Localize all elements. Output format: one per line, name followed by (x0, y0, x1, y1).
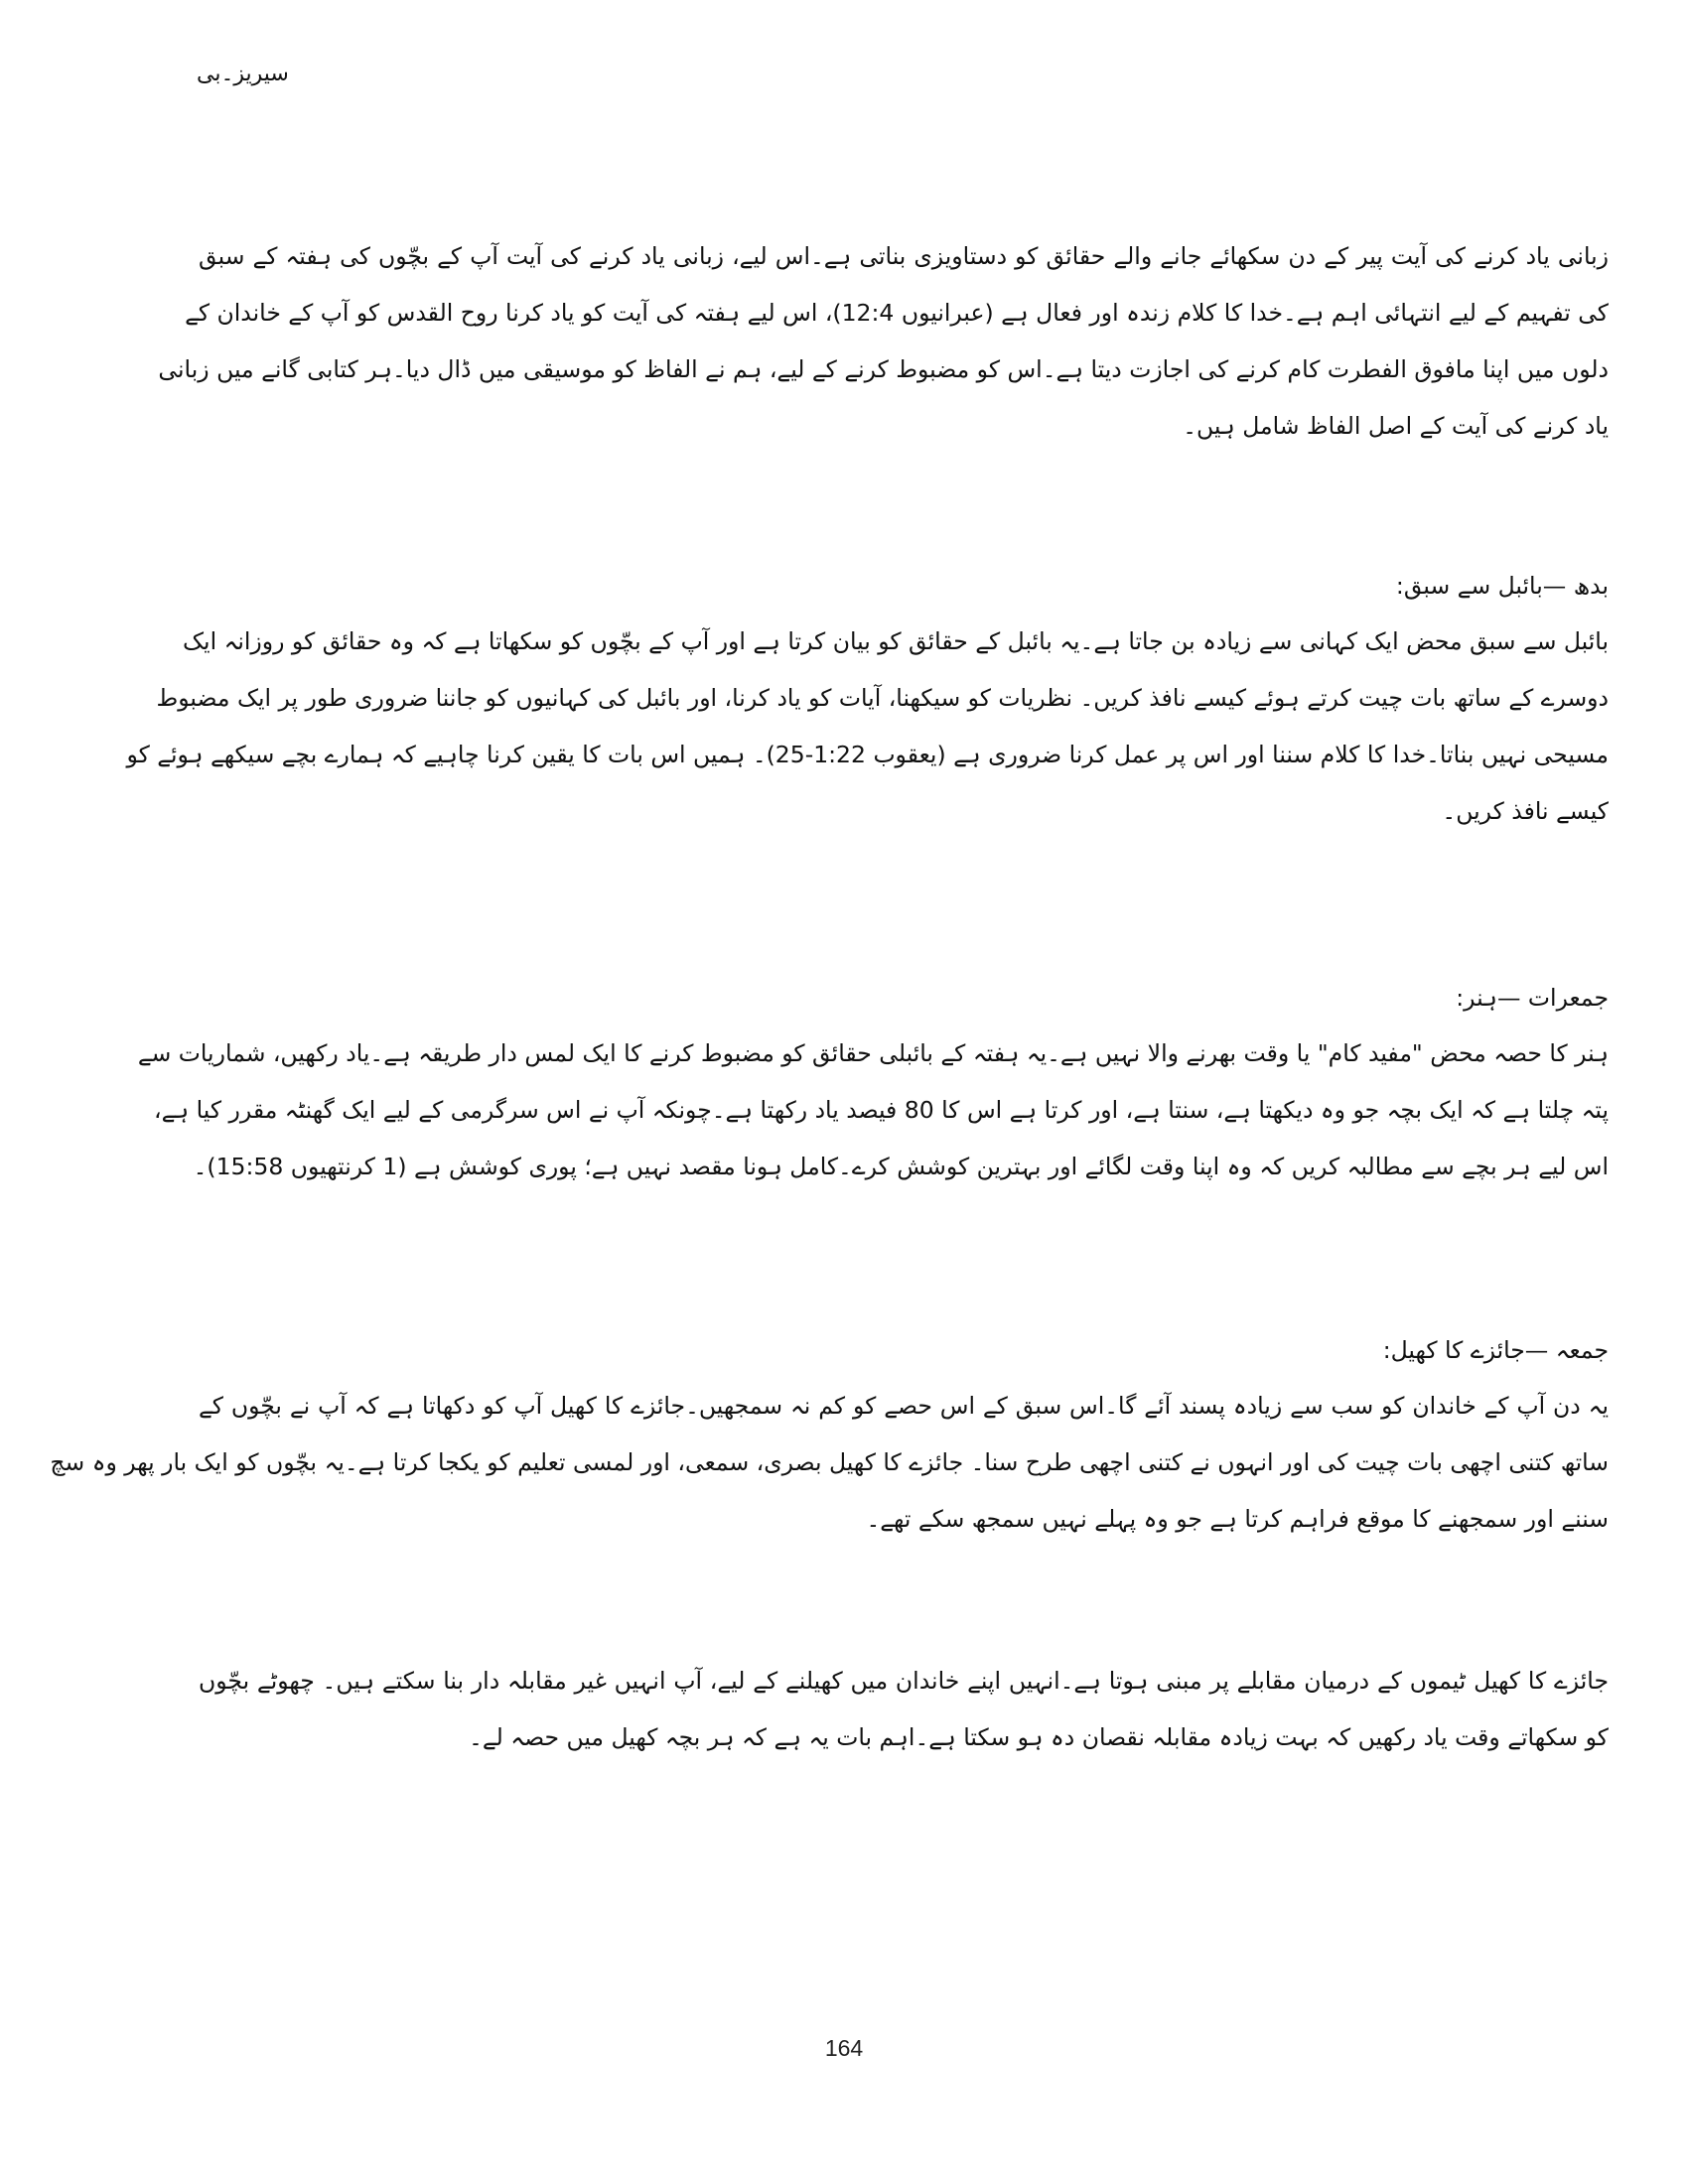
page-number: 164 (824, 2035, 864, 2061)
section-heading: بدھ —بائبل سے سبق: (1395, 572, 1609, 600)
section-thursday-body (137, 1025, 1609, 1195)
section-wednesday-body (126, 614, 1609, 840)
paragraph-line: دلوں میں اپنا مافوق الفطرت کام کرنے کی اجازت دیتا ہے۔اس کو مضبوط کرنے کے لیے، ہم نے الفاظ کو موسیقی میں ڈال دیا۔ہر کتابی گانے میں زبانی (158, 355, 1609, 383)
paragraph-line: کو سکھاتے وقت یاد رکھیں کہ بہت زیادہ مقابلہ نقصان دہ ہو سکتا ہے۔اہم بات یہ ہے کہ ہر بچہ کھیل میں حصہ لے۔ (469, 1723, 1609, 1751)
paragraph-line: اس لیے ہر بچے سے مطالبہ کریں کہ وہ اپنا وقت لگائے اور بہترین کوشش کرے۔کامل ہونا مقصد نہیں ہے؛ پوری کوشش ہے (1 کرنتھیوں 15:58)۔ (193, 1153, 1609, 1180)
paragraph-line: مسیحی نہیں بناتا۔خدا کا کلام سننا اور اس پر عمل کرنا ضروری ہے (یعقوب 1:22-25)۔ ہمیں اس بات کا یقین کرنا چاہیے کہ ہمارے بچے سیکھے ہوئے کو (126, 741, 1609, 768)
section-wednesday-heading (199, 566, 1609, 606)
paragraph-line: پتہ چلتا ہے کہ ایک بچہ جو وہ دیکھتا ہے، سنتا ہے، اور کرتا ہے اس کا 80 فیصد یاد رکھتا ہے۔چونکہ آپ نے اس سرگرمی کے لیے ایک گھنٹہ مقرر کیا ہے، (154, 1096, 1609, 1124)
paragraph-line: سننے اور سمجھنے کا موقع فراہم کرتا ہے جو وہ پہلے نہیں سمجھ سکے تھے۔ (866, 1505, 1609, 1533)
paragraph-line: زبانی یاد کرنے کی آیت پیر کے دن سکھائے جانے والے حقائق کو دستاویزی بناتی ہے۔اس لیے، زبانی یاد کرنے کی آیت آپ کے بچّوں کی ہفتہ کے سبق (199, 242, 1609, 270)
paragraph-line: یہ دن آپ کے خاندان کو سب سے زیادہ پسند آئے گا۔اس سبق کے اس حصے کو کم نہ سمجھیں۔جائزے کا کھیل آپ کو دکھاتا ہے کہ آپ نے بچّوں کے (199, 1392, 1609, 1420)
paragraph-line: یاد کرنے کی آیت کے اصل الفاظ شامل ہیں۔ (1183, 412, 1609, 440)
closing-paragraph (199, 1653, 1609, 1766)
intro-paragraph (158, 228, 1609, 455)
section-heading: جمعہ —جائزے کا کھیل: (1382, 1336, 1609, 1364)
paragraph-line: کیسے نافذ کریں۔ (1442, 797, 1609, 825)
section-friday-body (50, 1378, 1609, 1548)
paragraph-line: کی تفہیم کے لیے انتہائی اہم ہے۔خدا کا کلام زندہ اور فعال ہے (عبرانیوں 12:4)، اس لیے ہفتہ کی آیت کو یاد کرنا روح القدس کو آپ کے خاندان کے (185, 299, 1609, 327)
section-friday-heading (199, 1330, 1609, 1370)
paragraph-line: ساتھ کتنی اچھی بات چیت کی اور انہوں نے کتنی اچھی طرح سنا۔ جائزے کا کھیل بصری، سمعی، اور لمسی تعلیم کو یکجا کرتا ہے۔یہ بچّوں کو ایک بار پھر وہ سچ (50, 1448, 1609, 1476)
paragraph-line: ہنر کا حصہ محض "مفید کام" یا وقت بھرنے والا نہیں ہے۔یہ ہفتہ کے بائبلی حقائق کو مضبوط کرنے کا ایک لمس دار طریقہ ہے۔یاد رکھیں، شماریات سے (137, 1039, 1609, 1067)
section-thursday-heading (199, 978, 1609, 1018)
series-header: سیریز۔بی (197, 62, 289, 86)
paragraph-line: دوسرے کے ساتھ بات چیت کرتے ہوئے کیسے نافذ کریں۔ نظریات کو سیکھنا، آیات کو یاد کرنا، اور بائبل کی کہانیوں کو جاننا ضروری طور پر ایک مضبوط (156, 684, 1609, 712)
paragraph-line: بائبل سے سبق محض ایک کہانی سے زیادہ بن جاتا ہے۔یہ بائبل کے حقائق کو بیان کرتا ہے اور آپ کے بچّوں کو سکھاتا ہے کہ وہ حقائق کو روزانہ ایک (183, 627, 1609, 655)
section-heading: جمعرات —ہنر: (1456, 984, 1609, 1012)
paragraph-line: جائزے کا کھیل ٹیموں کے درمیان مقابلے پر مبنی ہوتا ہے۔انہیں اپنے خاندان میں کھیلنے کے لیے، آپ انہیں غیر مقابلہ دار بنا سکتے ہیں۔ چھوٹے بچّوں (199, 1667, 1609, 1695)
